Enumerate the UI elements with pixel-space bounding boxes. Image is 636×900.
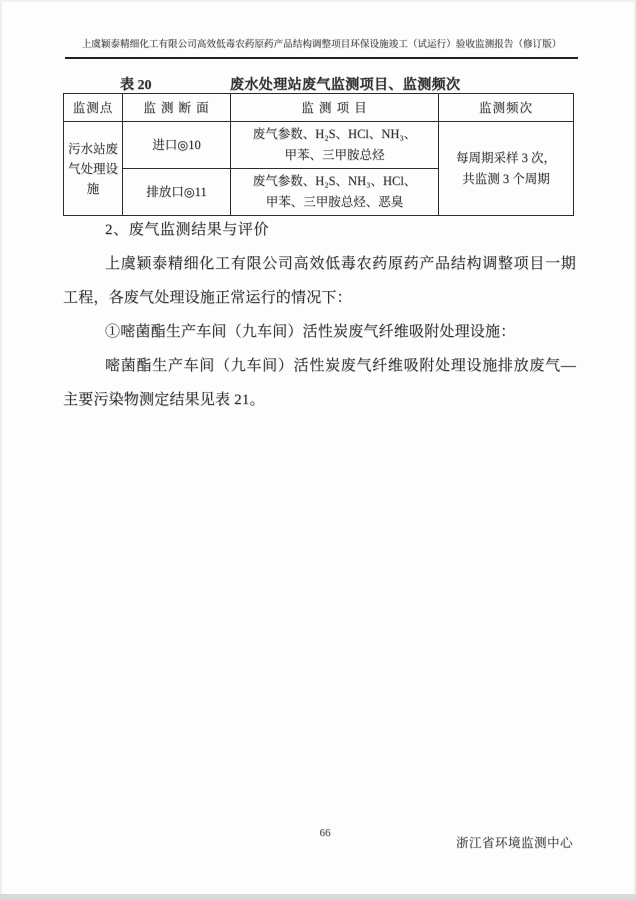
items-line: 废气参数、H₂S、HCl、NH₃、	[252, 127, 417, 141]
table-number-label: 表 20	[120, 78, 152, 93]
scan-edge-left	[0, 0, 2, 900]
table-caption	[0, 74, 636, 92]
cell-monitoring-point: 污水站废气处理设施	[64, 122, 123, 216]
frequency-line: 共监测 3 个周期	[462, 171, 550, 186]
items-line: 甲苯、三甲胺总烃、恶臭	[265, 195, 404, 209]
cell-frequency	[439, 122, 574, 216]
scan-edge-top	[0, 0, 636, 2]
cell-section-outlet: 排放口◎11	[123, 169, 231, 216]
col-header-monitoring-point: 监测点	[64, 94, 123, 122]
scan-edge-bottom	[0, 894, 636, 900]
monitoring-table-container	[63, 93, 573, 216]
running-header	[65, 36, 578, 59]
frequency-line: 每周期采样 3 次，	[455, 150, 556, 165]
section-heading: 2、废气监测结果与评价	[105, 222, 270, 238]
col-header-monitoring-items: 监 测 项 目	[231, 94, 439, 122]
table-row	[64, 122, 574, 169]
paragraph: 嘧菌酯生产车间（九车间）活性炭废气纤维吸附处理设施排放废气—主要污染物测定结果见表 21。	[63, 358, 576, 408]
cell-items-outlet	[231, 169, 439, 216]
cell-section-inlet: 进口◎10	[123, 122, 231, 169]
running-header-title: 上虞颖泰精细化工有限公司高效低毒农药原药产品结构调整项目环保设施竣工（试运行）验收监测报告（修订版）	[81, 39, 562, 50]
body-text	[63, 213, 576, 417]
paragraph: 上虞颖泰精细化工有限公司高效低毒农药原药产品结构调整项目一期工程，各废气处理设施正常运行的情况下：	[63, 256, 576, 306]
paragraph: ①嘧菌酯生产车间（九车间）活性炭废气纤维吸附处理设施：	[105, 324, 516, 340]
cell-items-inlet	[231, 122, 439, 169]
monitoring-table	[63, 93, 574, 216]
table-title: 废水处理站废气监测项目、监测频次	[230, 78, 461, 93]
page-number: 66	[319, 827, 331, 839]
items-line: 废气参数、H₂S、NH₃、HCl、	[252, 174, 417, 188]
col-header-monitoring-frequency: 监测频次	[439, 94, 574, 122]
footer-organization: 浙江省环境监测中心	[455, 836, 573, 850]
table-header-row	[64, 94, 574, 122]
items-line: 甲苯、三甲胺总烃	[284, 148, 385, 162]
col-header-monitoring-section: 监 测 断 面	[123, 94, 231, 122]
